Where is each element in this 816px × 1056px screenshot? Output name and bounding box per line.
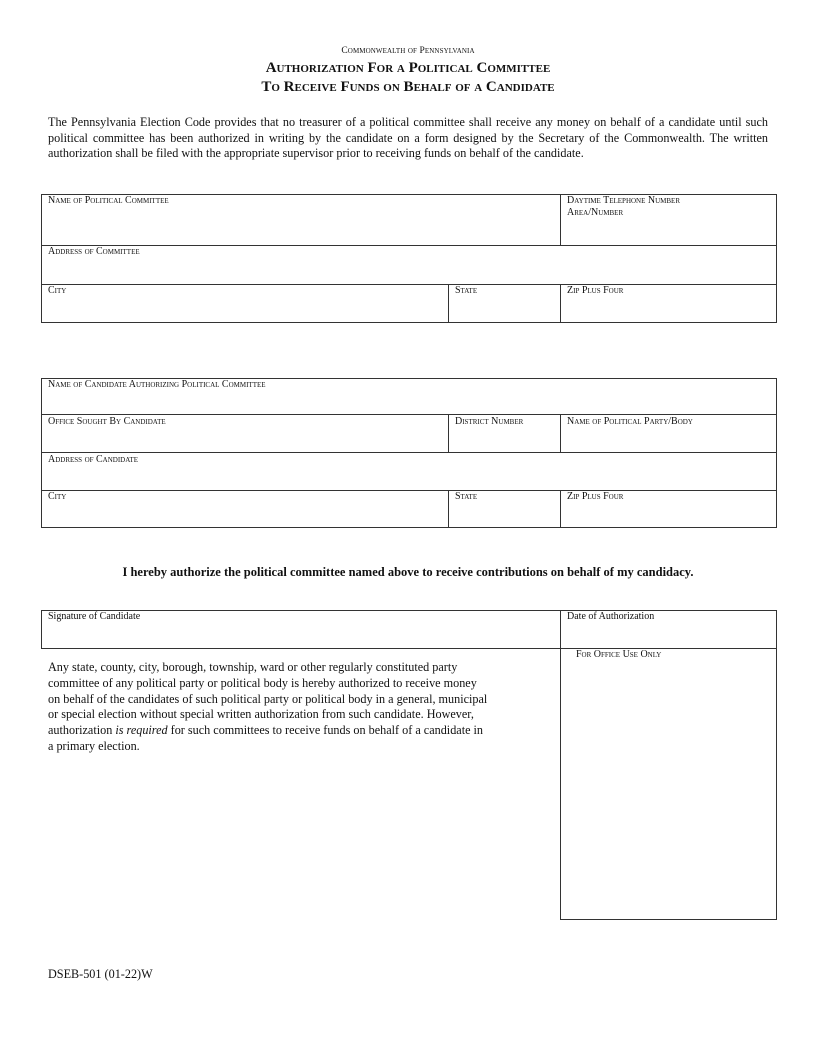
divider xyxy=(560,610,561,649)
committee-phone-field[interactable]: Daytime Telephone Number xyxy=(567,195,681,206)
commonwealth-heading: Commonwealth of Pennsylvania xyxy=(341,46,475,56)
form-title-line2: To Receive Funds on Behalf of a Candidate xyxy=(261,79,555,95)
committee-zip-field[interactable]: Zip Plus Four xyxy=(567,285,624,296)
office-use-label: For Office Use Only xyxy=(576,649,662,660)
divider xyxy=(560,414,561,452)
intro-paragraph: The Pennsylvania Election Code provides that no treasurer of a political committee shall receive any money on behalf of a candidate until such political committee has been authorized in writing by the candidate on a form designed by the Secretary of the Commonwealth. The written authorization shall be filed with the appropriate supervisor prior to receiving funds on behalf of the candidate. xyxy=(48,115,768,160)
candidate-zip-field[interactable]: Zip Plus Four xyxy=(567,491,624,502)
district-number-field[interactable]: District Number xyxy=(455,416,524,427)
candidate-city-field[interactable]: City xyxy=(48,491,67,502)
committee-name-field[interactable]: Name of Political Committee xyxy=(48,195,169,206)
candidate-name-field[interactable]: Name of Candidate Authorizing Political Committee xyxy=(48,379,266,390)
committee-phone-sublabel: Area/Number xyxy=(567,207,624,218)
note-emphasis: is required xyxy=(115,723,168,738)
divider xyxy=(41,490,777,491)
date-of-authorization-field[interactable]: Date of Authorization xyxy=(567,611,655,622)
divider xyxy=(41,452,777,453)
party-committee-note xyxy=(48,660,488,755)
office-sought-field[interactable]: Office Sought By Candidate xyxy=(48,416,166,427)
signature-field[interactable]: Signature of Candidate xyxy=(48,611,141,622)
committee-address-field[interactable]: Address of Committee xyxy=(48,246,140,257)
candidate-address-field[interactable]: Address of Candidate xyxy=(48,454,139,465)
form-number: DSEB-501 (01-22)W xyxy=(48,967,153,981)
candidate-state-field[interactable]: State xyxy=(455,491,478,502)
divider xyxy=(560,194,561,245)
divider xyxy=(560,490,561,528)
form-title-line1: Authorization For a Political Committee xyxy=(265,60,551,76)
signature-section xyxy=(41,610,777,649)
divider xyxy=(448,284,449,323)
office-use-box xyxy=(560,648,777,920)
committee-section xyxy=(41,194,777,323)
committee-state-field[interactable]: State xyxy=(455,285,478,296)
committee-city-field[interactable]: City xyxy=(48,285,67,296)
divider xyxy=(41,245,777,246)
divider xyxy=(560,284,561,323)
note-text: Any state, county, city, borough, township, ward or other regularly constituted party committee of any political party or political body is hereby authorized to receive money on behalf of the candidates of such political party or political body in a general, municipal or special election without special written authorization from such candidate. However, authorization xyxy=(48,660,488,738)
divider xyxy=(41,414,777,415)
divider xyxy=(448,490,449,528)
candidate-section xyxy=(41,378,777,528)
political-party-field[interactable]: Name of Political Party/Body xyxy=(567,416,693,427)
authorization-statement: I hereby authorize the political committee named above to receive contributions on behalf of my candidacy. xyxy=(122,565,694,579)
divider xyxy=(41,284,777,285)
note-text-end: for such committees to receive funds on behalf of a candidate in a primary election. xyxy=(48,723,484,753)
divider xyxy=(448,414,449,452)
